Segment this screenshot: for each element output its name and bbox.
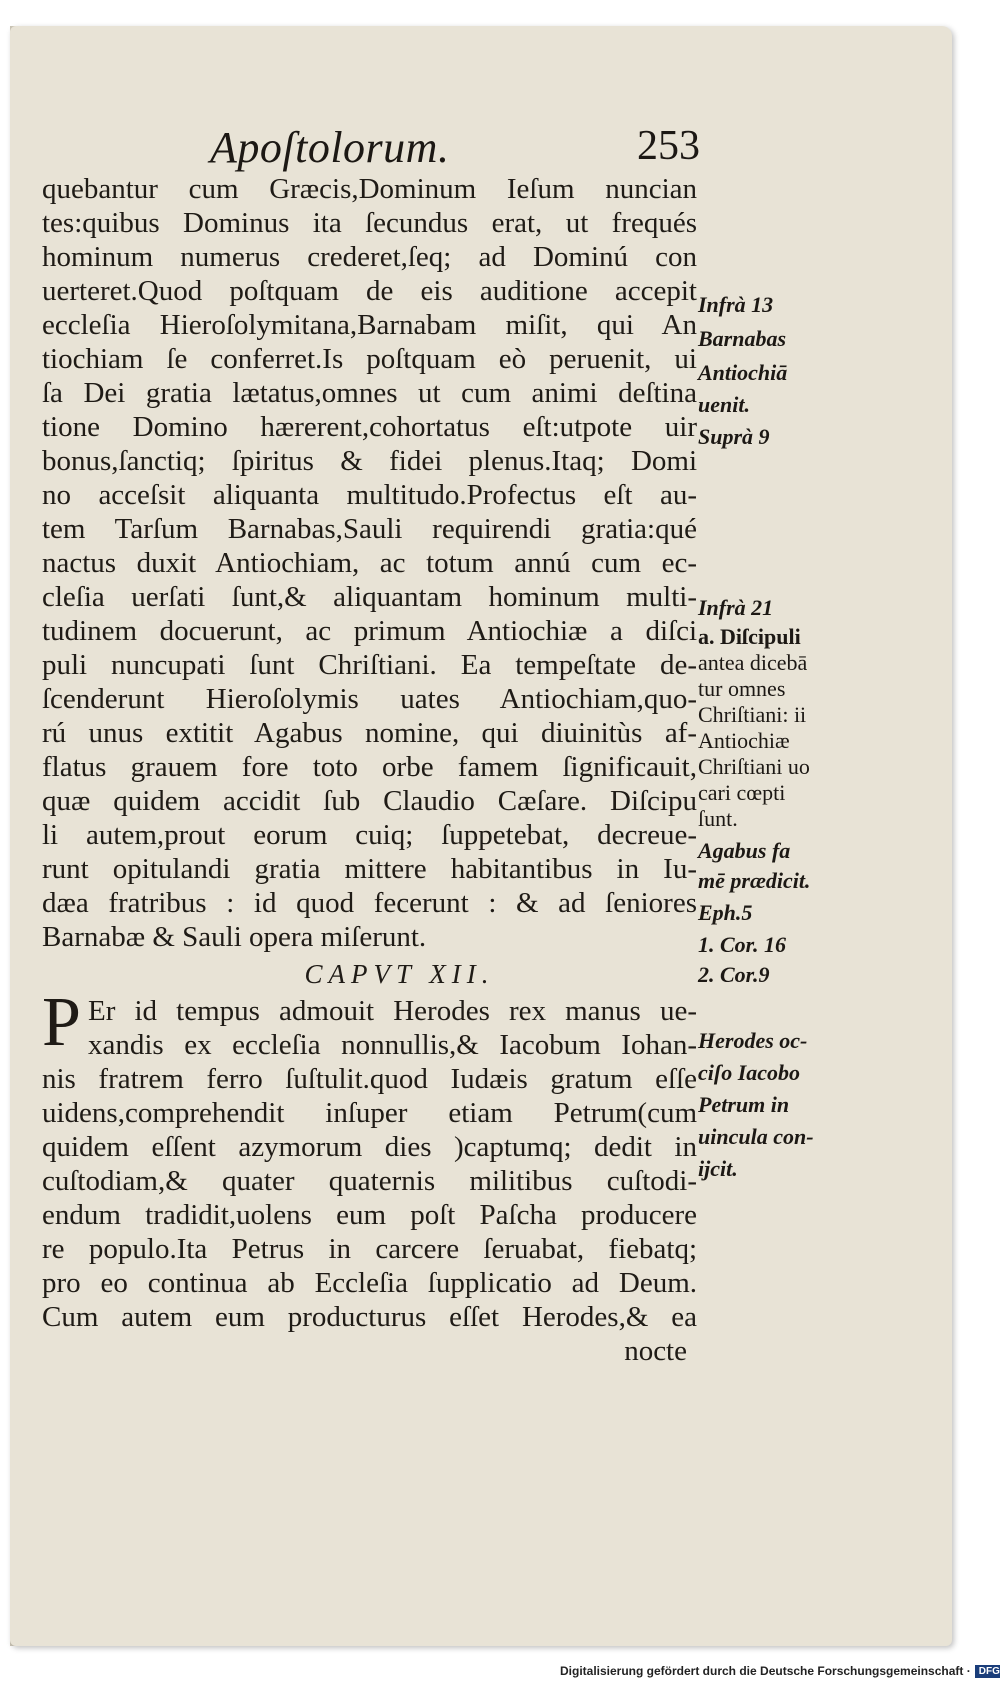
text-line: eccleſia Hieroſolymitana,Barnabam miſit, qui An (42, 309, 697, 341)
margin-note: a. Diſcipuli (698, 624, 801, 649)
text-line: tione Domino hærerent,cohortatus eſt:utpote uir (42, 411, 697, 443)
text-line: li autem,prout eorum cuiq; ſuppetebat, decreue- (42, 819, 697, 851)
text-line: tem Tarſum Barnabas,Sauli requirendi gratia:qué (42, 513, 697, 545)
margin-note: Agabus fa (698, 838, 791, 863)
text-line: Barnabæ & Sauli opera miſerunt. (42, 921, 427, 953)
drop-cap: P (42, 984, 81, 1061)
text-line: Er id tempus admouit Herodes rex manus ue- (88, 995, 697, 1027)
margin-note: Eph.5 (698, 900, 753, 925)
text-line: rú unus extitit Agabus nomine, qui diuinitùs af- (42, 717, 697, 749)
text-line: Cum autem eum producturus eſſet Herodes,& ea (42, 1301, 697, 1333)
margin-note: Suprà 9 (698, 424, 770, 449)
text-line: uerteret.Quod poſtquam de eis auditione accepit (42, 275, 697, 307)
text-line: quebantur cum Græcis,Dominum Ieſum nuncian (42, 173, 697, 205)
margin-note: Chriſtiani uo (698, 754, 810, 779)
text-line: bonus,ſanctiq; ſpiritus & fidei plenus.Itaq; Domi (42, 445, 697, 477)
margin-note: ſunt. (698, 806, 738, 831)
running-title: Apoſtolorum. (210, 123, 450, 172)
main-text-block (42, 172, 697, 1368)
text-line: no acceſsit aliquanta multitudo.Profectus eſt au- (42, 479, 697, 511)
text-line: uidens,comprehendit inſuper etiam Petrum(cum (42, 1097, 697, 1129)
text-line: cleſia uerſati ſunt,& aliquantam hominum multi- (42, 581, 697, 613)
text-line: dæa fratribus : id quod fecerunt : & ad ſeniores (42, 887, 697, 919)
text-line: tudinem docuerunt, ac primum Antiochiæ a diſci (42, 615, 697, 647)
chapter-text (42, 984, 697, 1368)
catchword: nocte (624, 1335, 687, 1367)
text-line: runt opitulandi gratia mittere habitantibus in Iu- (42, 853, 697, 885)
text-line: quæ quidem accidit ſub Claudio Cæſare. Diſcipu (42, 785, 697, 817)
page-number: 253 (637, 123, 700, 169)
text-line: tiochiam ſe conferret.Is poſtquam eò peruenit, ui (42, 343, 697, 375)
text-line: ſa Dei gratia lætatus,omnes ut cum animi deſtina (42, 377, 697, 409)
margin-note: mē prædicit. (698, 868, 811, 893)
text-line: cuſtodiam,& quater quaternis militibus cuſtodi- (42, 1165, 697, 1197)
margin-note: tur omnes (698, 676, 786, 701)
text-line: nis fratrem ferro ſuſtulit.quod Iudæis gratum eſſe (42, 1063, 697, 1095)
margin-note: 2. Cor.9 (698, 962, 770, 987)
margin-note: uenit. (698, 392, 750, 417)
margin-note: Chriſtiani: ii (698, 702, 807, 727)
text-line: flatus grauem fore toto orbe famem ſignificauit, (42, 751, 697, 783)
text-line: hominum numerus crederet,ſeq; ad Dominú con (42, 241, 697, 273)
text-line: xandis ex eccleſia nonnullis,& Iacobum Iohan- (88, 1029, 697, 1061)
text-line: tes:quibus Dominus ita ſecundus erat, ut frequés (42, 207, 697, 239)
digitization-footer (560, 1664, 1000, 1684)
margin-note: uincula con- (698, 1124, 814, 1149)
margin-note: Petrum in (698, 1092, 790, 1117)
text-line: nactus duxit Antiochiam, ac totum annú cum ec- (42, 547, 697, 579)
text-line: puli nuncupati ſunt Chriſtiani. Ea tempeſtate de- (42, 649, 697, 681)
chapter-heading: CAPVT XII. (304, 959, 495, 989)
text-line: endum tradidit,uolens eum poſt Paſcha producere (42, 1199, 697, 1231)
margin-note: antea dicebā (698, 650, 808, 675)
margin-note: Infrà 21 (698, 595, 774, 620)
margin-note: Infrà 13 (698, 292, 774, 317)
margin-note: ijcit. (698, 1156, 738, 1181)
footer-text: Digitalisierung gefördert durch die Deutsche Forschungsgemeinschaft · (560, 1664, 971, 1678)
text-line: quidem eſſent azymorum dies )captumq; dedit in (42, 1131, 697, 1163)
text-line: ſcenderunt Hieroſolymis uates Antiochiam,quo- (42, 683, 697, 715)
margin-note: ciſo Iacobo (698, 1060, 801, 1085)
margin-note: Antiochiæ (698, 728, 790, 753)
margin-note: Antiochiā (698, 360, 788, 385)
margin-note: Barnabas (698, 326, 787, 351)
page-header (210, 122, 700, 174)
text-line: pro eo continua ab Eccleſia ſupplicatio ad Deum. (42, 1267, 697, 1299)
dfg-logo-icon: DFG (975, 1665, 1000, 1678)
margin-note: cari cœpti (698, 780, 786, 805)
text-line: re populo.Ita Petrus in carcere ſeruabat, fiebatq; (42, 1233, 697, 1265)
margin-note: Herodes oc- (698, 1028, 808, 1053)
margin-note: 1. Cor. 16 (698, 932, 787, 957)
